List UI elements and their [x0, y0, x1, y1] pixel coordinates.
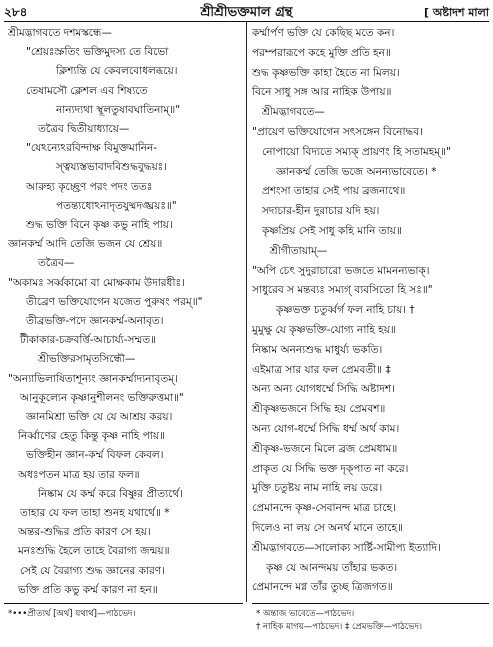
- footnote-rule-right: [252, 603, 489, 604]
- text-line: অধঃপতন মাত্র হয় তার ফল॥: [18, 468, 140, 481]
- text-line: অন্য যোগ-ধর্ম্মে সিদ্ধি ধর্ম্ম অর্থ কাম।: [252, 423, 400, 435]
- text-line: জ্ঞানমিশ্রা ভক্তি যে যে আশ্রয় করয়।: [26, 411, 173, 423]
- text-line: স্ত্বয্যস্তভাবাদবিশুদ্ধবুদ্ধয়ঃ।: [56, 161, 167, 174]
- text-line: নোপায়ো বিদ্যতে সম্যক্ প্রায়ণং হি সতামহম্॥": [262, 145, 451, 158]
- column-divider: [246, 22, 247, 602]
- text-line: ভক্তি প্রতি কভু কর্ম্ম কারণ না হন॥: [18, 583, 158, 596]
- text-line: অন্য অন্য যোগধর্ম্মে সিদ্ধি অষ্টাদশ।: [252, 383, 395, 396]
- text-line: টীকাকার-চক্রবর্ত্তি-আচার্য্য-সম্মত॥: [20, 334, 157, 347]
- text-line: প্রেমানন্দে কৃষ্ণ-সেবানন্দ মাত্র চাহে।: [252, 502, 396, 515]
- text-line: শ্রীভক্তিরসামৃতসিন্ধৌ—: [38, 353, 136, 366]
- text-line: নান্যদ্যথা স্থূলতুষাবঘাতিনাম্॥": [56, 103, 181, 116]
- text-line: সেই যে বৈরাগ্য শুদ্ধ জ্ঞানের কারণ।: [20, 564, 165, 577]
- text-line: তীব্রভক্তি-পদে জ্ঞানকর্ম্ম-অনাবৃত।: [26, 315, 164, 327]
- text-line: প্রেমানন্দে মগ্ন তাঁর তুচ্ছ ত্রিজগত॥: [252, 581, 393, 594]
- text-line: পরম্পরারূপে কহে মুক্তি প্রতি হন॥: [252, 46, 391, 59]
- text-line: শুদ্ধ ভক্তি বিনে কৃষ্ণ কভু নাহি পায়।: [26, 219, 173, 231]
- section-label: [ অষ্টাদশ মালা: [424, 6, 489, 19]
- text-line: তাহার যে ফল তাহা শুনহ যথার্থে॥ *: [20, 507, 170, 519]
- text-line: শ্রীকৃষ্ণ-ভজনে মিলে ব্রজ প্রেমধাম॥: [252, 442, 398, 455]
- text-line: এইমাত্র সার যার ফল প্রেমবতী॥ ‡: [252, 363, 391, 376]
- footnote-left: *•••প্রীত্যর্থ [অর্থ] যথার্থ]—পাঠভেদ।: [8, 609, 136, 619]
- footnote-rule-left: [4, 603, 243, 604]
- text-line: শ্রীমদ্ভাগবতে—সালোক্য সার্ষ্টি-সামীপ্য ইত্যাদি।: [252, 541, 441, 554]
- text-line: নিষ্কাম যে কর্ম্ম করে বিষ্ণুর প্রীত্যর্থে।: [38, 487, 183, 500]
- text-line: কৃষ্ণ যে আনন্দময় তাঁহার ভকত।: [266, 561, 398, 574]
- text-line: প্রাকৃত যে সিদ্ধি ভক্ত দৃক্‌পাত না করে।: [252, 462, 409, 475]
- text-line: সাধুরেব স মন্তব্যঃ সম্যগ্ ব্যবসিতো হি সঃ॥": [252, 284, 433, 297]
- text-line: মুমুক্ষু যে কৃষ্ণভক্তি-যোগ্য নাহি হয়॥: [252, 324, 396, 336]
- text-line: তীব্রেণ ভক্তিযোগেন যজেত পুরুষং পরম্॥": [26, 295, 203, 308]
- text-line: ভক্তিহীন জ্ঞান-কর্ম্ম বিফল কেবল।: [26, 449, 164, 462]
- text-line: শ্রীমদ্ভাগবতে—: [262, 106, 325, 119]
- text-line: "প্রায়েণ ভক্তিযোগেন সৎসঙ্গেন বিনোদ্ধব।: [252, 126, 423, 138]
- text-line: "অপি চেৎ সুদুরাচারো ভজতে মামনন্যভাক্।: [252, 264, 430, 277]
- text-line: জ্ঞানকর্ম্ম আদি তেজি ভজন যে শ্রেয়॥: [8, 238, 163, 251]
- text-line: শ্রীমদ্ভাগবতে দশমস্কন্ধে—: [8, 27, 112, 39]
- text-line: শ্রীকৃষ্ণভজনে সিদ্ধি হয় প্রেমবশ॥: [252, 403, 386, 416]
- footnote-right-1: * অন্তাজ ভাবেতে—পাঠভেদ।: [256, 609, 355, 619]
- page-number: ২৮৪: [4, 5, 28, 19]
- text-line: অন্তর-শুদ্ধির প্রতি কারণ সে হয়।: [18, 526, 151, 539]
- text-line: নিষ্কাম অনন্যশুদ্ধ মাধুর্য্য ভকতি।: [252, 343, 383, 356]
- text-line: শ্রীগীতায়াম্—: [270, 244, 328, 257]
- text-line: কৃষ্ণভক্ত চতুর্ব্বর্গ ফল নাহি চায়। †: [276, 304, 415, 317]
- text-line: আরুহ্য কৃচ্ছ্রেণ পরং পদং ততঃ: [26, 180, 153, 193]
- text-line: "শ্রেয়ঃস্রুতিং ভক্তিমুদস্য তে বিভো: [26, 46, 169, 59]
- text-line: দিলেও না লয় সে অনর্থ মানে তাহে॥: [252, 522, 403, 534]
- text-line: প্রশংসা তাহার সেই পায় ব্রজনাথে॥: [262, 185, 406, 198]
- text-line: কৃষ্ণপ্রিয় সেই সাধু কহি মানি তায়॥: [262, 225, 402, 237]
- page-header: [4, 3, 489, 21]
- text-line: পতন্ত্যধোঽনাদৃতযুষ্মদঙ্ঘ্রয়ঃ॥": [56, 199, 177, 212]
- text-line: "অকামঃ সর্ব্বকামো বা মোক্ষকাম উদারধীঃ।: [8, 276, 185, 289]
- text-line: শুদ্ধ কৃষ্ণভক্তি কাহা হৈতে না মিলয়।: [252, 66, 400, 79]
- text-line: ক্লিশ্যন্তি যে কেবলবোধলব্ধয়ে।: [56, 65, 178, 78]
- text-line: বিনে সাধু সঙ্গ আর নাহিক উপায়॥: [252, 86, 392, 99]
- text-line: জ্ঞানকর্ম্ম তেজি ভজে অনন্যভাবেতে। *: [276, 165, 437, 178]
- text-line: তত্রৈব দ্বিতীয়াধ্যায়ে—: [38, 123, 130, 135]
- text-line: তত্রৈব—: [38, 257, 75, 270]
- running-title: শ্রীশ্রীভক্তমাল গ্রন্থ: [200, 5, 293, 20]
- text-line: তেষামসৌ ক্লেশল এব শিষ্যতে: [26, 84, 148, 97]
- text-line: সদাচার-হীন দুরাচার যদি হয়।: [262, 205, 380, 218]
- text-line: "যেঽন্যেঽরবিন্দাক্ষ বিমুক্তমানিন-: [26, 142, 158, 155]
- text-line: আনুকূল্যেন কৃষ্ণানুশীলনং ভক্তিরুত্তমা॥": [20, 391, 184, 404]
- footnote-right-2: † নাহিক মাগয়—পাঠভেদ। ‡ প্রেমভক্তি—পাঠভেদ।: [256, 622, 423, 632]
- text-line: "অন্যাভিলাষিতাশূন্যং জ্ঞানকর্ম্মাদ্যনাবৃতম্।: [8, 372, 178, 385]
- text-line: নির্ব্বাণের হেতু কিন্তু কৃষ্ণ নাহি পায়॥: [18, 430, 165, 443]
- text-line: মুক্তি চতুষ্টয় নাম নাহি লয় ডরে।: [252, 482, 383, 495]
- text-line: কর্ম্মার্পণ ভক্তি যে কেছিছ মতে কন।: [252, 27, 395, 39]
- text-line: মনঃশুদ্ধি হৈলে তাহে বৈরাগ্য জন্ময়॥: [18, 545, 170, 558]
